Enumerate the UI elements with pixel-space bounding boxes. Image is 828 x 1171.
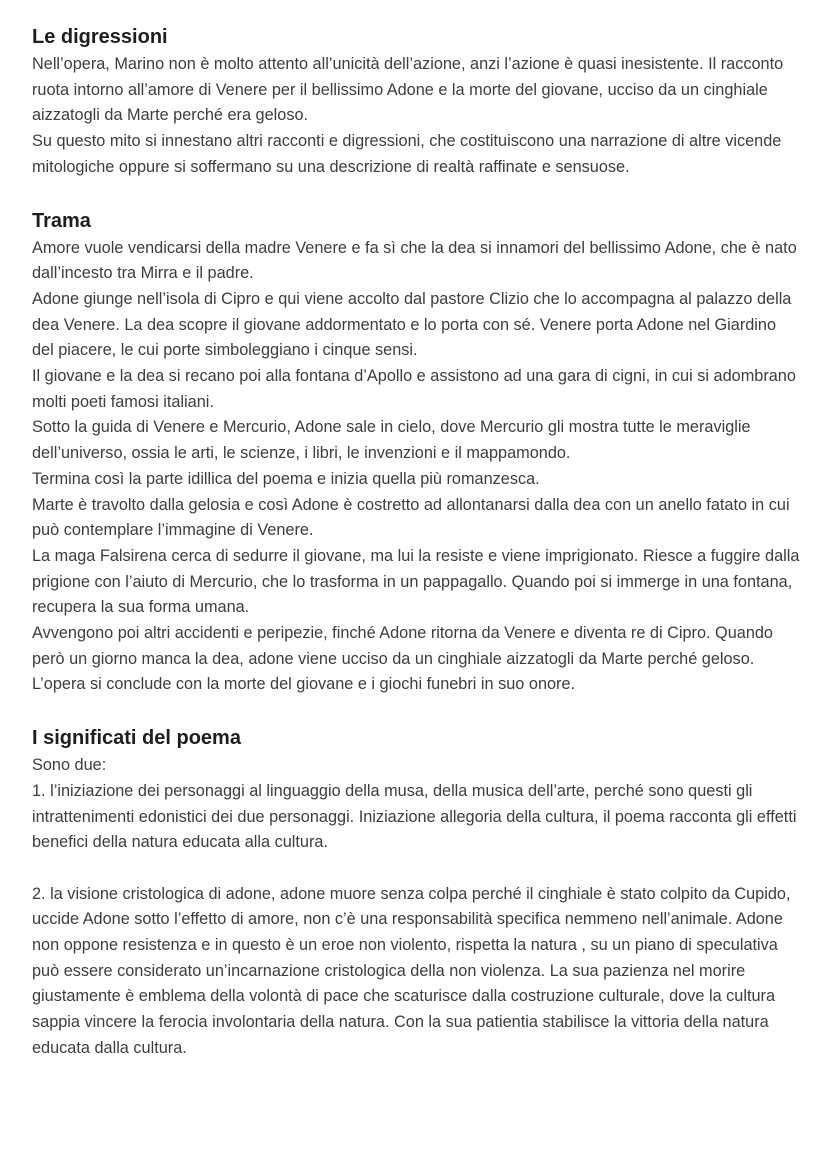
- paragraph: Marte è travolto dalla gelosia e così Adone è costretto ad allontanarsi dalla dea con un anello fatato in cui può contemplare l’immagine di Venere.: [32, 495, 795, 540]
- section-heading: Le digressioni: [32, 26, 168, 48]
- paragraph: Il giovane e la dea si recano poi alla fontana d’Apollo e assistono ad una gara di cigni, in cui si adombrano molti poeti famosi italiani.: [32, 367, 801, 411]
- section-trama: [32, 206, 802, 699]
- paragraph: Sono due:: [32, 756, 107, 775]
- paragraph: Nell’opera, Marino non è molto attento all’unicità dell’azione, anzi l’azione è quasi inesistente. Il racconto ruota intorno all’amore di Venere per il bellissimo Adone e la morte del giovane, ucciso da un cinghiale aizzatogli da Marte perché era geloso.: [32, 55, 788, 125]
- paragraph: 1. l’iniziazione dei personaggi al linguaggio della musa, della musica dell’arte, perché sono questi gli intrattenimenti edonistici dei due personaggi. Iniziazione allegoria della cultura, il poema racconta gli effetti benefici della natura educata alla cultura.: [32, 781, 801, 852]
- section-heading: Trama: [32, 209, 91, 232]
- section-significati: [32, 723, 802, 1061]
- paragraph: 2. la visione cristologica di adone, adone muore senza colpa perché il cinghiale è stato colpito da Cupido, uccide Adone sotto l’effetto di amore, non c’è una responsabilità specifica nemmeno nell’animale. Adone non oppone resistenza e in questo è un eroe non violento, rispetta la natura , su un piano di speculativa può essere considerato un’incarnazione cristologica della non violenza. La sua pazienza nel morire giustamente è emblema della volontà di pace che scaturisce dalla costruzione culturale, dove la cultura sappia vincere la ferocia involontaria della natura. Con la sua patientia stabilisce la vittoria della natura educata dalla cultura.: [32, 884, 795, 1057]
- paragraph: Termina così la parte idillica del poema e inizia quella più romanzesca.: [32, 469, 540, 488]
- paragraph: Su questo mito si innestano altri racconti e digressioni, che costituiscono una narrazione di altre vicende mitologiche oppure si soffermano su una descrizione di realtà raffinate e sensuose.: [32, 132, 786, 176]
- section-heading: I significati del poema: [32, 727, 241, 750]
- paragraph: Sotto la guida di Venere e Mercurio, Adone sale in cielo, dove Mercurio gli mostra tutte le meraviglie dell’universo, ossia le arti, le scienze, i libri, le invenzioni e il mappamondo.: [32, 418, 756, 463]
- paragraph-gap: [32, 856, 802, 882]
- section-digressioni: [32, 22, 802, 181]
- document-page: [32, 22, 802, 1062]
- paragraph: La maga Falsirena cerca di sedurre il giovane, ma lui la resiste e viene imprigionato. Riesce a fuggire dalla prigione con l’aiuto di Mercurio, che lo trasforma in un pappagallo. Quando poi si immerge in una fontana, recupera la sua forma umana.: [32, 546, 804, 617]
- paragraph: Avvengono poi altri accidenti e peripezie, finché Adone ritorna da Venere e diventa re di Cipro. Quando però un giorno manca la dea, adone viene ucciso da un cinghiale aizzatogli da Marte perché geloso.: [32, 624, 778, 668]
- paragraph: Amore vuole vendicarsi della madre Venere e fa sì che la dea si innamori del bellissimo Adone, che è nato dall’incesto tra Mirra e il padre.: [32, 238, 802, 283]
- paragraph: L’opera si conclude con la morte del giovane e i giochi funebri in suo onore.: [32, 675, 576, 694]
- paragraph: Adone giunge nell’isola di Cipro e qui viene accolto dal pastore Clizio che lo accompagna al palazzo della dea Venere. La dea scopre il giovane addormentato e lo porta con sé. Venere porta Adone nel Giardino del piacere, le cui porte simboleggiano i cinque sensi.: [32, 289, 796, 360]
